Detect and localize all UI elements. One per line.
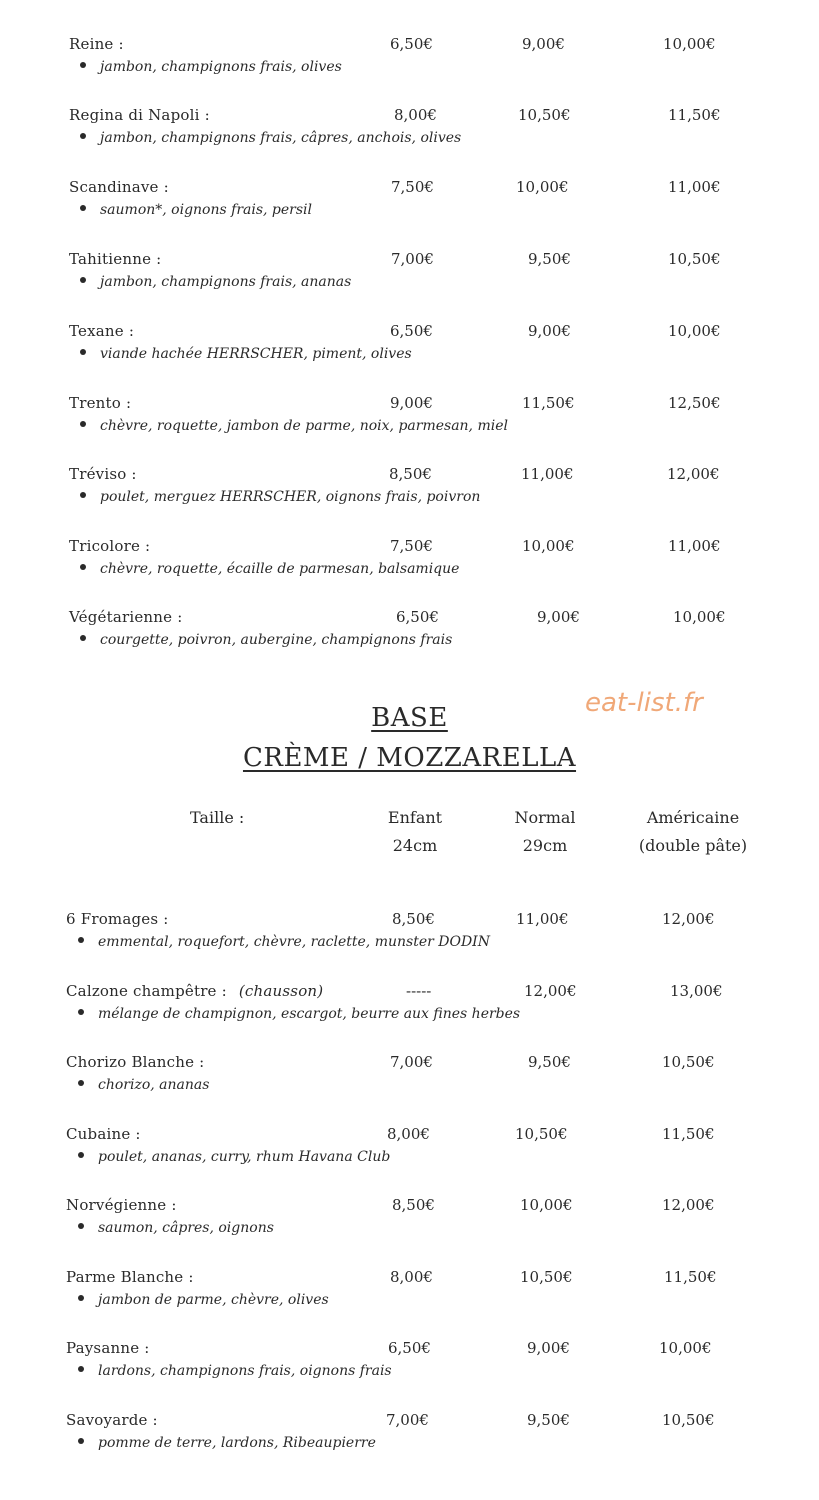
ingredients-text: courgette, poivron, aubergine, champignons frais <box>100 632 453 648</box>
menu-item <box>0 1339 819 1395</box>
ingredients-line <box>78 1006 520 1022</box>
bullet-icon <box>80 492 86 498</box>
price-americaine: 10,00€ <box>668 322 721 340</box>
price-americaine: 11,00€ <box>668 178 721 196</box>
price-enfant: 7,00€ <box>390 1053 433 1071</box>
bullet-icon <box>78 1438 84 1444</box>
item-name-text: Chorizo Blanche : <box>66 1053 205 1071</box>
price-americaine: 10,00€ <box>659 1339 712 1357</box>
menu-item <box>0 322 819 378</box>
price-americaine: 12,00€ <box>662 1196 715 1214</box>
bullet-icon <box>78 1223 84 1229</box>
price-enfant: 8,50€ <box>392 910 435 928</box>
ingredients-line <box>78 934 490 950</box>
section-title-creme-mozzarella: CRÈME / MOZZARELLA <box>242 743 577 773</box>
item-name <box>66 982 323 1000</box>
bullet-icon <box>78 1080 84 1086</box>
bullet-icon <box>80 421 86 427</box>
bullet-icon <box>80 205 86 211</box>
item-name-text: 6 Fromages : <box>66 910 169 928</box>
ingredients-line <box>78 1149 390 1165</box>
price-enfant: 7,50€ <box>391 178 434 196</box>
size-americaine <box>628 804 758 860</box>
bullet-icon <box>78 1009 84 1015</box>
size-name: Normal <box>514 808 576 827</box>
price-enfant: 6,50€ <box>390 322 433 340</box>
bullet-icon <box>80 133 86 139</box>
ingredients-text: chorizo, ananas <box>98 1077 210 1093</box>
ingredients-text: mélange de champignon, escargot, beurre aux fines herbes <box>98 1006 521 1022</box>
ingredients-text: emmental, roquefort, chèvre, raclette, munster DODIN <box>98 934 490 950</box>
item-name: Regina di Napoli : <box>69 106 210 124</box>
bullet-icon <box>80 62 86 68</box>
price-americaine: 10,50€ <box>662 1053 715 1071</box>
item-name: Texane : <box>69 322 135 340</box>
price-normal: 9,00€ <box>527 1339 570 1357</box>
ingredients-line <box>78 1435 376 1451</box>
menu-item <box>0 1053 819 1109</box>
price-americaine: 10,50€ <box>662 1411 715 1429</box>
ingredients-text: poulet, ananas, curry, rhum Havana Club <box>98 1149 391 1165</box>
price-enfant: 7,50€ <box>390 537 433 555</box>
item-name-text: Norvégienne : <box>66 1196 177 1214</box>
section-title-base: BASE <box>371 703 448 733</box>
price-enfant: 6,50€ <box>390 35 433 53</box>
price-americaine: 11,00€ <box>668 537 721 555</box>
price-normal: 11,50€ <box>522 394 575 412</box>
ingredients-text: jambon, champignons frais, câpres, anchois, olives <box>100 130 462 146</box>
price-enfant: 8,00€ <box>390 1268 433 1286</box>
item-name <box>66 1125 153 1143</box>
size-detail: 29cm <box>522 836 568 855</box>
price-americaine: 10,00€ <box>663 35 716 53</box>
ingredients-line <box>80 632 452 648</box>
price-normal: 10,50€ <box>520 1268 573 1286</box>
ingredients-line <box>80 489 480 505</box>
ingredients-line <box>80 274 351 290</box>
price-enfant: 8,00€ <box>394 106 437 124</box>
bullet-icon <box>80 277 86 283</box>
bullet-icon <box>80 635 86 641</box>
item-name-text: Paysanne : <box>66 1339 150 1357</box>
bullet-icon <box>80 564 86 570</box>
menu-item <box>0 1125 819 1181</box>
item-name: Tricolore : <box>69 537 151 555</box>
ingredients-text: pomme de terre, lardons, Ribeaupierre <box>98 1435 376 1451</box>
price-normal: 10,50€ <box>518 106 571 124</box>
ingredients-text: saumon*, oignons frais, persil <box>100 202 312 218</box>
item-name: Trento : <box>69 394 132 412</box>
item-name <box>66 1339 162 1357</box>
size-name: Enfant <box>387 808 443 827</box>
ingredients-line <box>78 1220 274 1236</box>
ingredients-line <box>80 561 459 577</box>
price-americaine: 12,00€ <box>662 910 715 928</box>
size-enfant <box>370 804 460 860</box>
price-normal: 12,00€ <box>524 982 577 1000</box>
price-enfant: 7,00€ <box>386 1411 429 1429</box>
menu-item <box>0 1411 819 1467</box>
ingredients-text: poulet, merguez HERRSCHER, oignons frais, poivron <box>100 489 481 505</box>
price-normal: 10,00€ <box>522 537 575 555</box>
ingredients-line <box>78 1363 392 1379</box>
menu-item <box>0 1196 819 1252</box>
price-americaine: 11,50€ <box>662 1125 715 1143</box>
price-enfant: 8,50€ <box>389 465 432 483</box>
ingredients-line <box>78 1292 329 1308</box>
price-americaine: 10,00€ <box>673 608 726 626</box>
item-note: (chausson) <box>238 982 324 1000</box>
bullet-icon <box>78 1366 84 1372</box>
menu-item <box>0 910 819 966</box>
ingredients-text: jambon, champignons frais, olives <box>100 59 342 75</box>
ingredients-text: chèvre, roquette, écaille de parmesan, balsamique <box>100 561 460 577</box>
price-normal: 9,50€ <box>528 250 571 268</box>
size-normal <box>500 804 590 860</box>
ingredients-line <box>80 346 412 362</box>
price-normal: 10,00€ <box>520 1196 573 1214</box>
price-enfant: 8,00€ <box>387 1125 430 1143</box>
bullet-icon <box>78 937 84 943</box>
size-label: Taille : <box>190 808 245 827</box>
menu-item <box>0 982 819 1038</box>
price-americaine: 12,00€ <box>667 465 720 483</box>
price-americaine: 13,00€ <box>670 982 723 1000</box>
ingredients-text: jambon de parme, chèvre, olives <box>98 1292 329 1308</box>
item-name <box>66 1268 206 1286</box>
menu-item <box>0 465 819 521</box>
price-enfant: 7,00€ <box>391 250 434 268</box>
bullet-icon <box>78 1295 84 1301</box>
menu-item <box>0 106 819 162</box>
price-enfant: 8,50€ <box>392 1196 435 1214</box>
ingredients-text: jambon, champignons frais, ananas <box>100 274 352 290</box>
ingredients-text: saumon, câpres, oignons <box>98 1220 274 1236</box>
menu-item <box>0 394 819 450</box>
ingredients-line <box>80 59 342 75</box>
item-name <box>66 1196 189 1214</box>
price-enfant: 6,50€ <box>388 1339 431 1357</box>
bullet-icon <box>78 1152 84 1158</box>
menu-item <box>0 178 819 234</box>
menu-item <box>0 250 819 306</box>
price-americaine: 12,50€ <box>668 394 721 412</box>
ingredients-line <box>80 130 461 146</box>
ingredients-text: viande hachée HERRSCHER, piment, olives <box>100 346 412 362</box>
price-americaine: 11,50€ <box>664 1268 717 1286</box>
price-normal: 9,00€ <box>537 608 580 626</box>
size-name: Américaine <box>646 808 740 827</box>
menu-item <box>0 537 819 593</box>
menu-item <box>0 35 819 91</box>
price-normal: 11,00€ <box>516 910 569 928</box>
price-normal: 9,50€ <box>527 1411 570 1429</box>
watermark-text: eat-list.fr <box>585 688 703 718</box>
price-enfant: 6,50€ <box>396 608 439 626</box>
item-name <box>66 1411 170 1429</box>
item-name <box>66 1053 216 1071</box>
item-name <box>66 910 181 928</box>
price-normal: 10,00€ <box>516 178 569 196</box>
price-enfant: 9,00€ <box>390 394 433 412</box>
ingredients-text: lardons, champignons frais, oignons frais <box>98 1363 392 1379</box>
price-americaine: 10,50€ <box>668 250 721 268</box>
item-name: Tahitienne : <box>69 250 162 268</box>
price-normal: 10,50€ <box>515 1125 568 1143</box>
menu-item <box>0 608 819 664</box>
item-name-text: Cubaine : <box>66 1125 141 1143</box>
price-normal: 9,00€ <box>522 35 565 53</box>
price-americaine: 11,50€ <box>668 106 721 124</box>
size-detail: 24cm <box>392 836 438 855</box>
menu-item <box>0 1268 819 1324</box>
item-name-text: Parme Blanche : <box>66 1268 194 1286</box>
ingredients-line <box>80 418 508 434</box>
item-name: Tréviso : <box>69 465 137 483</box>
price-enfant: ----- <box>406 982 432 1000</box>
item-name: Végétarienne : <box>69 608 183 626</box>
item-name: Scandinave : <box>69 178 169 196</box>
ingredients-line <box>80 202 312 218</box>
ingredients-line <box>78 1077 209 1093</box>
price-normal: 11,00€ <box>521 465 574 483</box>
price-normal: 9,00€ <box>528 322 571 340</box>
item-name-text: Calzone champêtre : <box>66 982 227 1000</box>
price-normal: 9,50€ <box>528 1053 571 1071</box>
ingredients-text: chèvre, roquette, jambon de parme, noix, parmesan, miel <box>100 418 508 434</box>
item-name: Reine : <box>69 35 124 53</box>
bullet-icon <box>80 349 86 355</box>
item-name-text: Savoyarde : <box>66 1411 158 1429</box>
size-detail: (double pâte) <box>638 836 748 855</box>
